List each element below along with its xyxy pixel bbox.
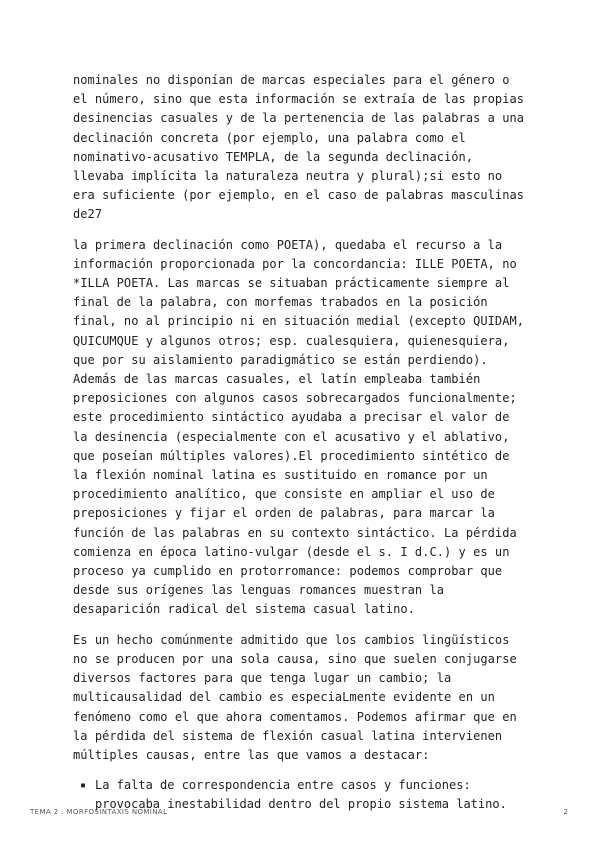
footer-chapter-title: TEMA 2 . MORFOSINTAXIS NOMINAL — [30, 808, 168, 816]
text-line: de27 — [73, 207, 103, 222]
text-line: nominales no disponían de marcas especiales para el género o — [73, 73, 510, 87]
text-line: información proporcionada por la concordancia: ILLE POETA, no — [73, 256, 517, 271]
text-line: desaparición radical del sistema casual latino. — [73, 602, 415, 617]
text-line: desinencias casuales y de la pertenencia de las palabras a una — [73, 111, 525, 126]
text-line: función de las palabras en su contexto sintáctico. La pérdida — [73, 525, 517, 540]
text-line: desde sus orígenes las lenguas romances muestran la — [73, 583, 445, 598]
text-line: que poseían múltiples valores).El procedimiento sintético de — [73, 448, 510, 463]
text-line: la desinencia (especialmente con el acusativo y el ablativo, — [73, 429, 510, 444]
text-line: la pérdida del sistema de flexión casual latina intervienen — [73, 728, 503, 743]
paragraph-1 — [73, 71, 533, 225]
text-line: nominativo-acusativo TEMPLA, de la segunda declinación, — [73, 149, 474, 164]
page-number: 2 — [563, 808, 568, 816]
text-line: fenómeno como el que ahora comentamos. Podemos afirmar que en — [73, 709, 517, 724]
text-line: el número, sino que esta información se extraía de las propias — [73, 92, 525, 107]
text-line: Además de las marcas casuales, el latín empleaba también — [73, 372, 481, 387]
text-line: Es un hecho comúnmente admitido que los cambios lingüísticos — [73, 632, 510, 647]
text-line: final de la palabra, con morfemas trabados en la posición — [73, 295, 488, 310]
text-line: la flexión nominal latina es sustituido en romance por un — [73, 468, 488, 483]
text-line: diversos factores para que tenga lugar un cambio; la — [73, 671, 452, 686]
text-line: múltiples causas, entre las que vamos a destacar: — [73, 747, 430, 762]
text-line: era suficiente (por ejemplo, en el caso de palabras masculinas — [73, 188, 525, 203]
page-body — [73, 71, 533, 815]
text-line: este procedimiento sintáctico ayudaba a precisar el valor de — [73, 410, 510, 425]
text-line: no se producen por una sola causa, sino que suelen conjugarse — [73, 651, 517, 666]
text-line: preposiciones y fijar el orden de palabras, para marcar la — [73, 506, 495, 521]
text-line: declinación concreta (por ejemplo, una palabra como el — [73, 130, 466, 145]
paragraph-3 — [73, 631, 533, 765]
text-line: que por su aislamiento paradigmático se están perdiendo). — [73, 352, 488, 367]
text-line: multicausalidad del cambio es especiaLmente evidente en un — [73, 690, 495, 705]
text-line: preposiciones con algunos casos sobrecargados funcionalmente; — [73, 391, 517, 406]
text-line: *ILLA POETA. Las marcas se situaban prácticamente siempre al — [73, 276, 510, 291]
text-line: provocaba inestabilidad dentro del propio sistema latino. — [95, 797, 507, 812]
text-line: procedimiento analítico, que consiste en ampliar el uso de — [73, 487, 495, 502]
text-line: QUICUMQUE y algunos otros; esp. cualesquiera, quienesquiera, — [73, 333, 510, 348]
text-line: final, no al principio ni en situación medial (excepto QUIDAM, — [73, 314, 525, 329]
text-line: proceso ya cumplido en protorromance: podemos comprobar que — [73, 564, 503, 579]
square-bullet-icon: ▪ — [80, 780, 87, 792]
text-line: comienza en época latino-vulgar (desde el s. I d.C.) y es un — [73, 544, 510, 559]
text-line: la primera declinación como POETA), quedaba el recurso a la — [73, 237, 503, 252]
paragraph-2 — [73, 236, 533, 620]
text-line: llevaba implícita la naturaleza neutra y plural);si esto no — [73, 169, 503, 184]
text-line: La falta de correspondencia entre casos y funciones: — [95, 778, 471, 793]
